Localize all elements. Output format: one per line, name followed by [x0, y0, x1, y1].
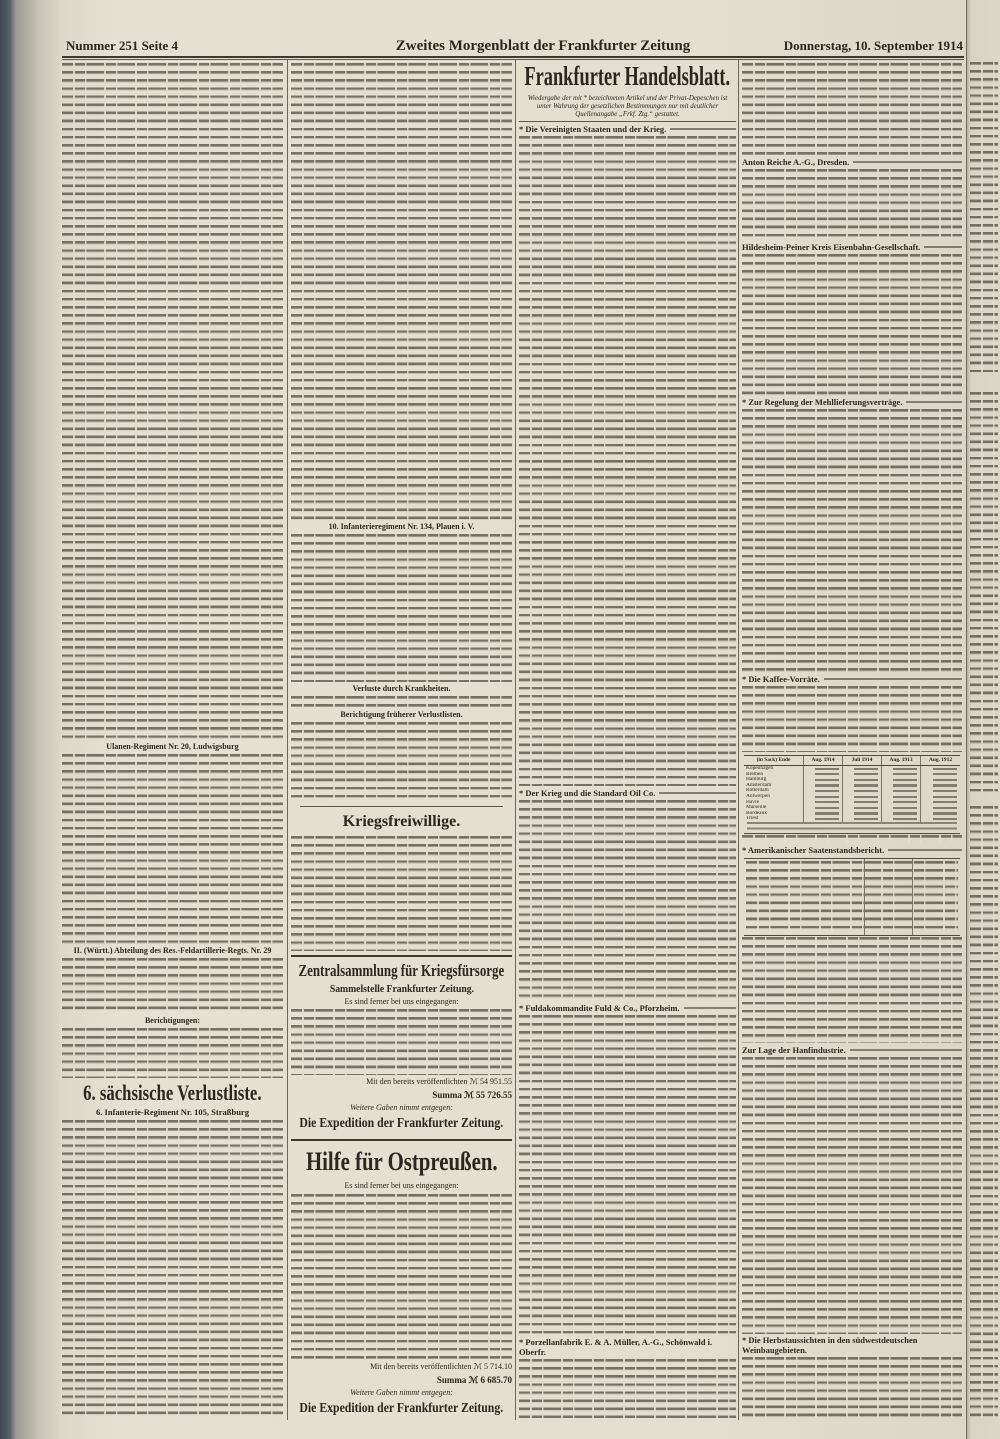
body-text-block	[970, 806, 998, 1418]
body-text-line	[684, 1007, 736, 1009]
article-heading	[519, 124, 736, 134]
section-rule-heavy	[291, 955, 512, 957]
column-rule	[287, 60, 288, 1420]
article-heading-text: * Fuldakommandite Fuld & Co., Pforzheim.	[519, 1003, 680, 1013]
volunteers-title	[291, 812, 512, 832]
issue-number: Nummer 251 Seite 4	[66, 38, 179, 53]
body-text-block	[742, 937, 962, 1043]
east-prussia-call: Weitere Gaben nimmt entgegen:	[350, 1388, 453, 1397]
collection-call: Weitere Gaben nimmt entgegen:	[350, 1103, 453, 1112]
regiment-heading: Ulanen-Regiment Nr. 20, Ludwigsburg	[106, 742, 239, 751]
loss-list-title-text: 6. sächsische Verlustliste.	[83, 1080, 262, 1105]
east-prussia-intro: Es sind ferner bei uns eingegangen:	[344, 1181, 459, 1190]
article-heading	[742, 242, 962, 252]
reprint-notice: Wiedergabe der mit * bezeichneten Artikel und der Privat-Depeschen ist unter Wahrung der gesetzlichen Bestimmungen nur mit deutlicher Quellenangabe „Frkf. Ztg.“ gestattet.	[527, 95, 728, 118]
body-text-line	[853, 161, 962, 163]
adjacent-page-edge	[966, 0, 1000, 1439]
edition-title: Zweites Morgenblatt der Frankfurter Zeitung	[395, 38, 691, 54]
body-text-line	[888, 849, 962, 851]
article-heading-text: * Die Vereinigten Staaten und der Krieg.	[519, 124, 667, 134]
body-text-block	[519, 1359, 736, 1418]
article-heading-text: * Die Kaffee-Vorräte.	[742, 674, 820, 684]
row-label: Bordeaux	[744, 811, 804, 817]
body-text-line	[659, 792, 736, 794]
east-prussia-previous-total: Mit den bereits veröffentlichten ℳ 5 714.10	[370, 1362, 512, 1371]
issue-date: Donnerstag, 10. September 1914	[783, 38, 963, 53]
article-heading	[519, 788, 736, 798]
handelsblatt-title	[519, 61, 736, 92]
collection-subtitle-text: Sammelstelle Frankfurter Zeitung.	[329, 982, 474, 995]
body-text-block	[62, 63, 283, 740]
article-heading: * Die Herbstaussichten in den südwestdeutschen Weinbaugebieten.	[742, 1336, 918, 1355]
corrections-heading: Berichtigungen:	[144, 1016, 201, 1025]
value-cell	[804, 816, 843, 822]
collection-title-text: Zentralsammlung für Kriegsfürsorge	[298, 960, 505, 980]
body-text-block	[291, 534, 512, 682]
table-header-cell: Aug. 1912	[928, 757, 953, 763]
handelsblatt-title-text: Frankfurter Handelsblatt.	[524, 61, 731, 91]
body-text-block	[970, 392, 998, 792]
article-heading	[742, 674, 962, 684]
section-rule	[300, 806, 503, 807]
table-header-cell: Juli 1914	[843, 756, 882, 765]
article-heading: * Porzellanfabrik E. & A. Müller, A.-G., Schönwald i. Oberfr.	[519, 1338, 713, 1357]
body-text-block	[742, 835, 962, 843]
body-text-block	[519, 800, 736, 1001]
donation-list	[291, 1009, 512, 1075]
body-text-block	[62, 1120, 283, 1418]
body-text-block	[742, 1357, 962, 1418]
table-body	[746, 861, 958, 933]
row-label: Hamburg	[744, 777, 804, 783]
coffee-stock-table	[744, 755, 960, 834]
body-text-line	[850, 1049, 962, 1051]
body-text-block	[742, 63, 962, 155]
collection-title	[291, 961, 512, 980]
article-heading	[742, 845, 962, 855]
table-header-cell: Aug. 1913	[882, 756, 921, 765]
volunteers-title-text: Kriegsfreiwillige.	[342, 813, 461, 830]
article-heading-text: Zur Lage der Hanfindustrie.	[742, 1045, 846, 1055]
article-heading-text: * Amerikanischer Saatenstandsbericht.	[742, 845, 885, 855]
body-text-line	[924, 246, 962, 248]
row-label: Bremen	[744, 772, 804, 778]
row-label: Marseille	[744, 805, 804, 811]
collection-subtitle	[291, 982, 512, 995]
row-label: Havre	[744, 800, 804, 806]
row-label: Antwerpen	[744, 794, 804, 800]
section-rule	[519, 121, 736, 122]
page-binding-edge	[0, 0, 60, 1439]
donation-list	[291, 1194, 512, 1360]
row-label: Triest	[744, 816, 804, 822]
east-prussia-total: Summa ℳ 6 685.70	[436, 1375, 512, 1385]
regiment-heading: 10. Infanterieregiment Nr. 134, Plauen i. V.	[328, 522, 475, 531]
collection-signature-text: Die Expedition der Frankfurter Zeitung.	[299, 1116, 504, 1131]
body-text-block	[291, 722, 512, 802]
body-text-block	[62, 958, 283, 1014]
body-text-block	[291, 696, 512, 708]
section-rule-heavy	[291, 1139, 512, 1141]
body-text-block	[519, 136, 736, 786]
table-summary-rows	[747, 822, 957, 833]
article-heading-text: * Zur Regelung der Mehllieferungsverträge.	[742, 397, 903, 407]
row-label: Rotterdam	[744, 788, 804, 794]
table-header-cell: Aug. 1914	[804, 756, 843, 765]
article-heading-text: * Der Krieg und die Standard Oil Co.	[519, 788, 656, 798]
table-column-rule	[864, 859, 865, 935]
collection-intro: Es sind ferner bei uns eingegangen:	[344, 997, 459, 1006]
body-text-line	[824, 678, 962, 680]
row-label: Amsterdam	[744, 783, 804, 789]
article-heading	[742, 1045, 962, 1055]
article-heading-text: Anton Reiche A.-G., Dresden.	[742, 157, 850, 167]
header-rule-thin	[62, 59, 964, 60]
article-heading	[742, 397, 962, 407]
body-text-block	[291, 63, 512, 520]
body-text-block	[742, 1057, 962, 1334]
body-text-block	[742, 254, 962, 395]
body-text-block	[742, 169, 962, 240]
column-rule	[515, 60, 516, 1420]
table-row	[744, 816, 960, 822]
value-cell	[921, 816, 960, 822]
table-header-row	[744, 756, 960, 766]
illness-losses-heading: Verluste durch Krankheiten.	[352, 684, 451, 693]
body-text-block	[742, 409, 962, 672]
value-cell	[882, 816, 921, 822]
body-text-block	[62, 754, 283, 944]
table-header-cell: (in Sack) Ende	[744, 756, 804, 765]
body-text-block	[742, 686, 962, 752]
header-rule	[62, 56, 964, 58]
east-prussia-title	[291, 1148, 512, 1176]
body-text-line	[670, 128, 736, 130]
loss-list-title	[62, 1081, 283, 1105]
row-label: Kopenhagen	[744, 766, 804, 772]
column-rule	[738, 60, 739, 1420]
corrections-heading: Berichtigung früherer Verlustlisten.	[340, 710, 463, 719]
body-text-line	[906, 401, 962, 403]
east-prussia-signature-text: Die Expedition der Frankfurter Zeitung.	[299, 1401, 504, 1416]
regiment-heading: II. (Württ.) Abteilung des Res.-Feldartillerie-Regts. Nr. 29	[73, 946, 272, 955]
article-heading	[742, 157, 962, 167]
article-heading-text: Hildesheim-Peiner Kreis Eisenbahn-Gesellschaft.	[742, 242, 921, 252]
body-text-block	[519, 1015, 736, 1336]
body-text-block	[970, 62, 998, 372]
collection-signature	[291, 1116, 512, 1132]
crop-condition-table	[744, 858, 960, 936]
loss-list-subtitle: 6. Infanterie-Regiment Nr. 105, Straßburg	[96, 1107, 249, 1117]
value-cell	[843, 816, 882, 822]
article-heading	[519, 1003, 736, 1013]
body-text-block	[62, 1028, 283, 1078]
collection-previous-total: Mit den bereits veröffentlichten ℳ 54 951.55	[366, 1077, 512, 1086]
body-text-block	[291, 836, 512, 951]
table-column-rule	[912, 859, 913, 935]
east-prussia-title-text: Hilfe für Ostpreußen.	[305, 1147, 498, 1176]
east-prussia-signature	[291, 1401, 512, 1417]
collection-total: Summa ℳ 55 726.55	[432, 1090, 512, 1100]
